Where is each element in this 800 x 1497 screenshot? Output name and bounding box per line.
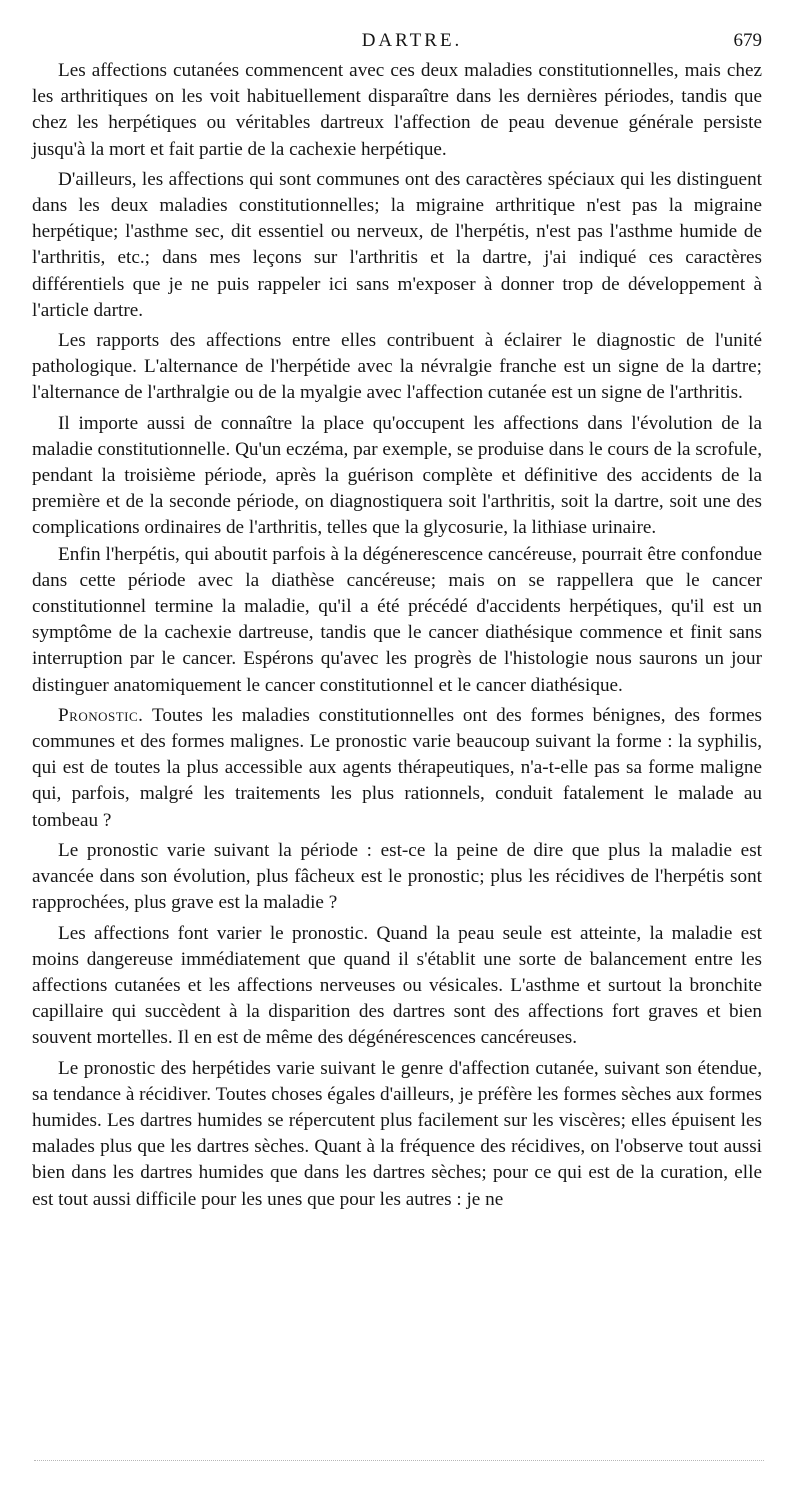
page-number: 679 bbox=[733, 30, 762, 51]
paragraph-9: Le pronostic des herpétides varie suivant le genre d'affection cutanée, suivant son étendue, sa tendance à récidiver. Toutes choses égales d'ailleurs, je préfère les formes sèches aux formes humides. Les dartres humides se répercutent plus facilement sur les viscères; elles épuisent les malades plus que les dartres sèches. Quant à la fréquence des récidives, on l'observe tout aussi bien dans les dartres humides que dans les dartres sèches; pour ce qui est de la curation, elle est tout aussi difficile pour les unes que pour les autres : je ne bbox=[32, 1057, 762, 1210]
paragraph-4: Il importe aussi de connaître la place qu'occupent les affections dans l'évolution de la maladie constitutionnelle. Qu'un eczéma, par exemple, se produise dans le cours de la scrofule, pendant la troisième période, après la guérison complète et définitive des accidents de la première et de la seconde période, on diagnostiquera soit l'arthritis, soit la dartre, soit une des complications ordinaires de l'arthritis, telles que la glycosurie, la lithiase urinaire. bbox=[32, 412, 762, 539]
paragraph-2: D'ailleurs, les affections qui sont communes ont des caractères spéciaux qui les distinguent dans les deux maladies constitutionnelles; la migraine arthritique n'est pas la migraine herpétique; l'asthme sec, dit essentiel ou nerveux, de l'herpétis, n'est pas l'asthme humide de l'arthritis, etc.; dans mes leçons sur l'arthritis et la dartre, j'ai indiqué ces caractères différentiels que je ne puis rappeler ici sans m'exposer à donner trop de développement à l'article dartre. bbox=[32, 168, 762, 321]
bottom-print-artifact bbox=[34, 1460, 764, 1463]
book-page bbox=[32, 30, 762, 1213]
section-heading-pronostic: Pronostic. bbox=[58, 704, 144, 726]
paragraph-7: Le pronostic varie suivant la période : est-ce la peine de dire que plus la maladie est avancée dans son évolution, plus fâcheux est le pronostic; plus les récidives de l'herpétis sont rapprochées, plus grave est la maladie ? bbox=[32, 839, 762, 914]
paragraph-8: Les affections font varier le pronostic. Quand la peau seule est atteinte, la maladie est moins dangereuse immédiatement que quand il s'établit une sorte de balancement entre les affections cutanées et les affections nerveuses ou vésicales. L'asthme et surtout la bronchite capillaire qui succèdent à la disparition des dartres sont des affections fort graves et bien souvent mortelles. Il en est de même des dégénérescences cancéreuses. bbox=[32, 922, 762, 1049]
paragraph-pronostic-text: Toutes les maladies constitutionnelles ont des formes bénignes, des formes communes et des formes malignes. Le pronostic varie beaucoup suivant la forme : la syphilis, qui est de toutes la plus accessible aux agents thérapeutiques, n'a-t-elle pas sa forme maligne qui, parfois, malgré les traitements les plus rationnels, conduit fatalement le malade au tombeau ? bbox=[32, 704, 763, 831]
paragraph-1: Les affections cutanées commencent avec ces deux maladies constitutionnelles, mais chez les arthritiques on les voit habituellement disparaître dans les dernières périodes, tandis que chez les herpétiques ou véritables dartreux l'affection de peau devenue générale persiste jusqu'à la mort et fait partie de la cachexie herpétique. bbox=[32, 60, 762, 160]
paragraph-pronostic bbox=[32, 703, 762, 834]
running-title: DARTRE. bbox=[361, 30, 463, 51]
paragraph-3: Les rapports des affections entre elles contribuent à éclairer le diagnostic de l'unité pathologique. L'alternance de l'herpétide avec la névralgie franche est un signe de la dartre; l'alternance de l'arthralgie ou de la myalgie avec l'affection cutanée est un signe de l'arthritis. bbox=[32, 330, 762, 404]
running-header bbox=[32, 30, 762, 58]
paragraph-5: Enfin l'herpétis, qui aboutit parfois à la dégénerescence cancéreuse, pourrait être confondue dans cette période avec la diathèse cancéreuse; mais on se rappellera que le cancer constitutionnel termine la maladie, qu'il a été précédé d'accidents herpétiques, qu'il est un symptôme de la cachexie dartreuse, tandis que le cancer diathésique commence et finit sans interruption par le cancer. Espérons qu'avec les progrès de l'histologie nous saurons un jour distinguer anatomiquement le cancer constitutionnel et le cancer diathésique. bbox=[32, 543, 762, 696]
body-text bbox=[32, 58, 762, 1213]
